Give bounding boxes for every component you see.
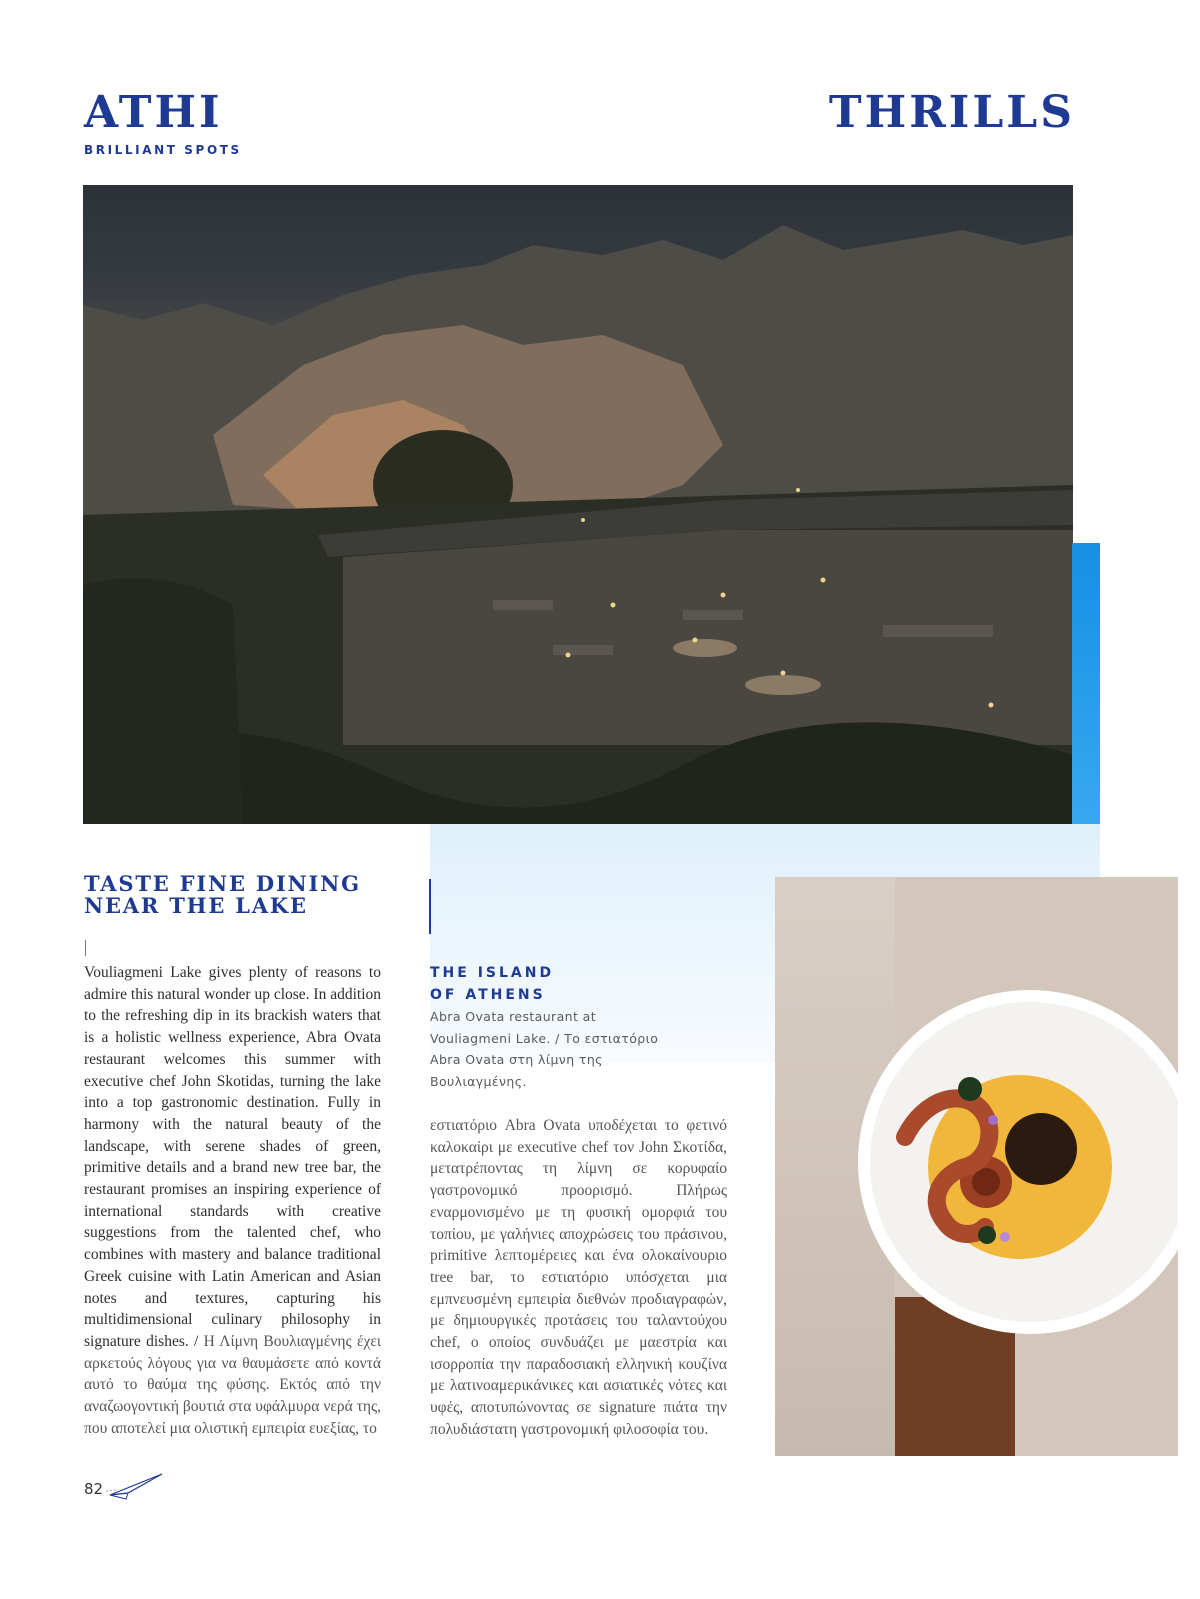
body-greek-continued: εστιατόριο Abra Ovata υποδέχεται το φετινό καλοκαίρι με executive chef τον John Σκοτίδα, μετατρέποντας τη λίμνη σε κορυφαίο γαστρονομικό προορισμό. Πλήρως εναρμονισμένο με τη φυσική ομορφιά του τοπίου, με γαλήνιες αποχρώσεις του πράσινου, primitive λεπτομέρειες και ένα ολοκαίνουριο tree bar, το εστιατόριο υπόσχεται μια εμπνευσμένη εμπειρία διεθνών προδιαγραφών, με δημιουργικές προτάσεις του ταλαντούχου chef, ο οποίος συνδυάζει με μαεστρία και ισορροπία την παραδοσιακή ελληνική κουζίνα με λατινοαμερικάνικες και ασιατικές νότες και υφές, αποτυπώνοντας σε signature πιάτα την πολυδιάστατη γαστρονομική φιλοσοφία του. xyxy=(430,1117,727,1438)
airplane-logo-icon xyxy=(106,1471,166,1505)
accent-blue-bar xyxy=(1072,543,1100,825)
hero-photo-night-restaurant xyxy=(83,185,1073,824)
accent-rule xyxy=(429,879,431,934)
caption-text: Abra Ovata restaurant at Vouliagmeni Lake. / Το εστιατόριο Abra Ovata στη λίμνη της Βουλιαγμένης. xyxy=(430,1009,659,1089)
page-number: 82 xyxy=(84,1480,104,1498)
section-kicker: BRILLIANT SPOTS xyxy=(84,143,242,157)
dish-photo-octopus xyxy=(775,877,1178,1456)
body-greek-start: Η Λίμνη Βουλιαγμένης έχει αρκετούς λόγους για να θαυμάσετε από κοντά αυτό το θαύμα της φύσης. Εκτός από την αναζωογοντική βουτιά στα υφάλμυρα νερά της, που αποτελεί μια ολιστική εμπειρία ευεξίας, το xyxy=(84,1332,382,1437)
body-english: Vouliagmeni Lake gives plenty of reasons to admire this natural wonder up close. In addition to the refreshing dip in its brackish waters that is a holistic wellness experience, Abra Ovata restaurant welcomes this summer with executive chef John Skotidas, turning the lake into a top gastronomic destination. Fully in harmony with the natural beauty of the landscape, with serene shades of green, primitive details and a brand new tree bar, the restaurant promises an inspiring experience of international standards with creative suggestions from the talented chef, who combines with mastery and balance traditional Greek cuisine with Latin American and Asian notes and textures, capturing his multidimensional culinary philosophy in signature dishes. / xyxy=(84,964,382,1350)
masthead-right: THRILLS xyxy=(828,87,1075,138)
article-body-left xyxy=(84,962,381,1439)
masthead-left: ATHI xyxy=(84,87,223,138)
article-body-middle xyxy=(430,1115,727,1441)
caption-title-line1: THE ISLAND xyxy=(430,965,555,981)
title-divider xyxy=(85,940,86,956)
caption-title xyxy=(430,962,630,1006)
caption-title-line2: OF ATHENS xyxy=(430,987,546,1003)
article-title: TASTE FINE DINING NEAR THE LAKE xyxy=(84,871,361,918)
